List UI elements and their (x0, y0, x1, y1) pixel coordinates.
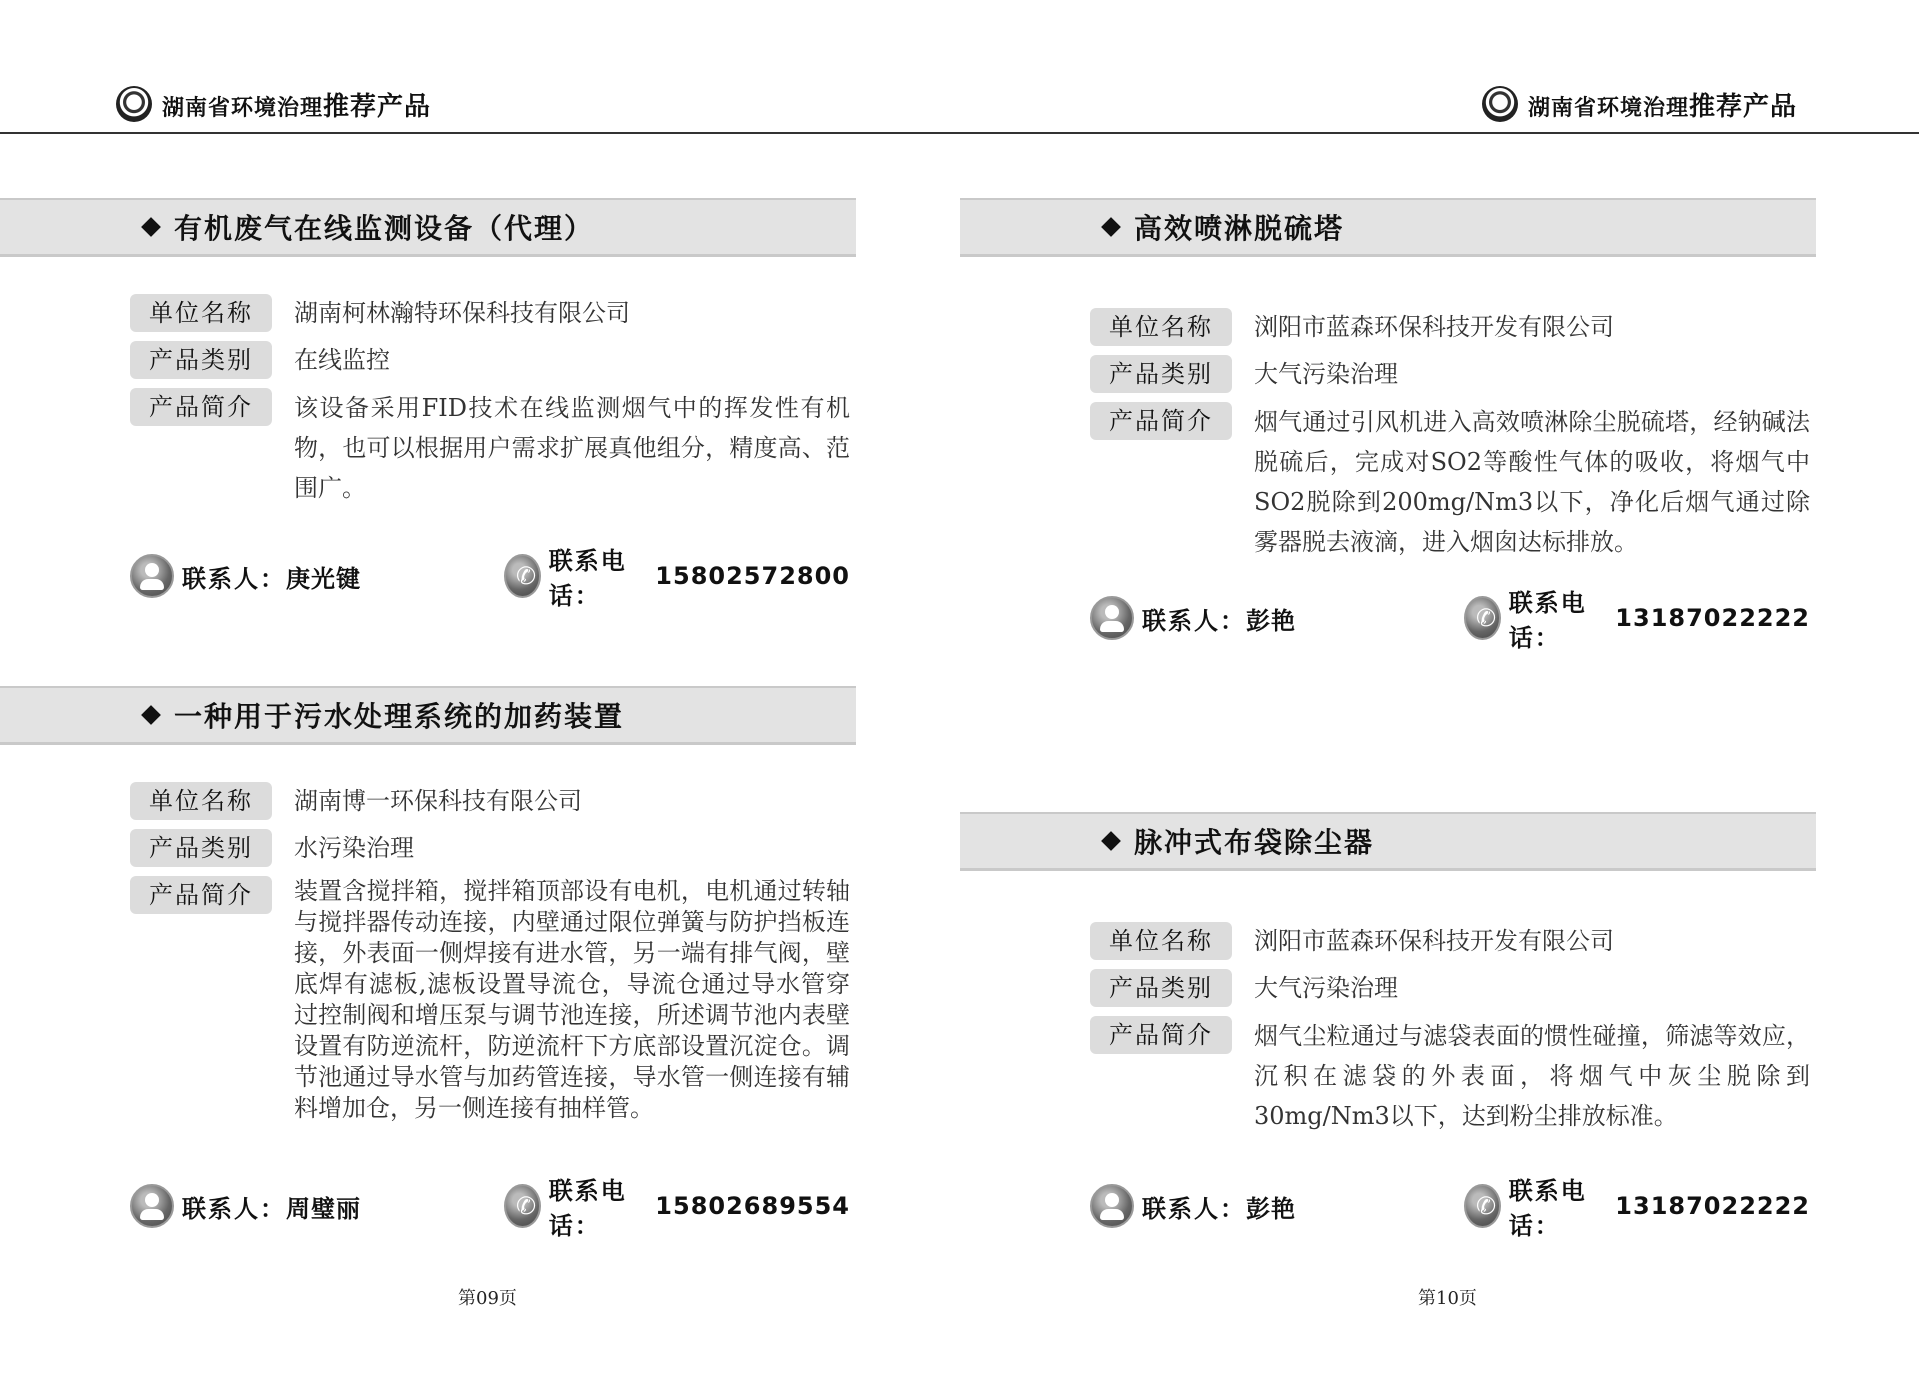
phone-icon (504, 1184, 541, 1228)
contact-phone (504, 547, 850, 610)
contact-person (1090, 596, 1296, 640)
unit-row (130, 294, 850, 332)
product-title-bar (0, 198, 856, 257)
intro-label: 产品简介 (1090, 1016, 1232, 1054)
category-label: 产品类别 (1090, 969, 1232, 1007)
product-card (0, 198, 856, 610)
contact-row (1090, 589, 1810, 652)
contact-phone-label: 联系电话： (548, 1177, 627, 1240)
contact-row (1090, 1177, 1810, 1240)
unit-label: 单位名称 (130, 294, 272, 332)
category-label: 产品类别 (130, 341, 272, 379)
person-icon (130, 1184, 174, 1228)
unit-label: 单位名称 (1090, 308, 1232, 346)
contact-row (130, 547, 850, 610)
contact-phone (1464, 1177, 1810, 1240)
unit-row (1090, 922, 1810, 960)
unit-value: 浏阳市蓝森环保科技开发有限公司 (1254, 313, 1614, 341)
contact-person-value: 彭艳 (1246, 1194, 1296, 1223)
contact-row (130, 1177, 850, 1240)
category-row (1090, 969, 1810, 1007)
contact-person-label: 联系人： (1142, 606, 1246, 635)
contact-phone-label: 联系电话： (1508, 1177, 1587, 1240)
diamond-bullet-icon (1101, 831, 1121, 851)
unit-value: 湖南博一环保科技有限公司 (294, 787, 582, 815)
page-header (1482, 84, 1797, 124)
product-fields (130, 782, 850, 1133)
phone-icon (504, 554, 541, 598)
unit-label: 单位名称 (130, 782, 272, 820)
contact-person-label: 联系人： (182, 1194, 286, 1223)
right-page (960, 0, 1919, 1382)
product-card (960, 812, 1816, 1240)
contact-phone-value: 13187022222 (1615, 604, 1810, 632)
contact-phone-value: 15802572800 (655, 562, 850, 590)
product-card (0, 686, 856, 1240)
unit-row (130, 782, 850, 820)
diamond-bullet-icon (141, 705, 161, 725)
intro-row (130, 388, 850, 508)
contact-phone-label: 联系电话： (548, 547, 627, 610)
contact-person (130, 1184, 361, 1228)
category-row (130, 829, 850, 867)
intro-value: 烟气尘粒通过与滤袋表面的惯性碰撞，筛滤等效应，沉积在滤袋的外表面，将烟气中灰尘脱除到30mg/Nm3以下，达到粉尘排放标准。 (1254, 1022, 1810, 1130)
unit-label: 单位名称 (1090, 922, 1232, 960)
page-header (116, 84, 431, 124)
product-title: 脉冲式布袋除尘器 (1134, 826, 1375, 859)
contact-phone (504, 1177, 850, 1240)
product-card (960, 198, 1816, 652)
header-rule (0, 132, 960, 134)
product-title: 高效喷淋脱硫塔 (1134, 212, 1345, 245)
contact-person-value: 彭艳 (1246, 606, 1296, 635)
contact-phone-label: 联系电话： (1508, 589, 1587, 652)
contact-person-value: 周璧丽 (286, 1194, 361, 1223)
intro-value: 装置含搅拌箱，搅拌箱顶部设有电机，电机通过转轴与搅拌器传动连接，内壁通过限位弹簧与防护挡板连接，外表面一侧焊接有进水管，另一端有排气阀，壁底焊有滤板,滤板设置导流仓，导流仓通过导水管穿过控制阀和增压泵与调节池连接，所述调节池内表壁设置有防逆流杆，防逆流杆下方底部设置沉淀仓。调节池通过导水管与加药管连接，导水管一侧连接有辅料增加仓，另一侧连接有抽样管。 (294, 877, 850, 1122)
phone-icon (1464, 596, 1501, 640)
intro-label: 产品简介 (1090, 402, 1232, 440)
intro-value: 该设备采用FID技术在线监测烟气中的挥发性有机物，也可以根据用户需求扩展真他组分，精度高、范围广。 (294, 394, 850, 502)
contact-person-label: 联系人： (1142, 1194, 1246, 1223)
header-rule (960, 132, 1919, 134)
contact-phone-value: 13187022222 (1615, 1192, 1810, 1220)
leaf-emblem-icon (1482, 86, 1518, 122)
category-row (1090, 355, 1810, 393)
product-title-bar (960, 198, 1816, 257)
category-value: 大气污染治理 (1254, 974, 1398, 1002)
header-title: 湖南省环境治理推荐产品 (162, 91, 432, 122)
leaf-emblem-icon (116, 86, 152, 122)
product-title: 一种用于污水处理系统的加药装置 (174, 700, 625, 733)
person-icon (1090, 596, 1134, 640)
intro-row (1090, 402, 1810, 562)
diamond-bullet-icon (141, 217, 161, 237)
phone-icon (1464, 1184, 1501, 1228)
product-title-bar (960, 812, 1816, 871)
product-fields (1090, 308, 1810, 571)
contact-phone (1464, 589, 1810, 652)
category-label: 产品类别 (1090, 355, 1232, 393)
unit-row (1090, 308, 1810, 346)
person-icon (1090, 1184, 1134, 1228)
unit-value: 浏阳市蓝森环保科技开发有限公司 (1254, 927, 1614, 955)
category-label: 产品类别 (130, 829, 272, 867)
contact-person (130, 554, 361, 598)
contact-person-label: 联系人： (182, 564, 286, 593)
intro-row (1090, 1016, 1810, 1136)
intro-label: 产品简介 (130, 876, 272, 914)
header-title: 湖南省环境治理推荐产品 (1528, 91, 1798, 122)
category-row (130, 341, 850, 379)
product-title-bar (0, 686, 856, 745)
category-value: 水污染治理 (294, 834, 414, 862)
intro-row (130, 876, 850, 1124)
page-number: 第09页 (458, 1288, 517, 1309)
diamond-bullet-icon (1101, 217, 1121, 237)
unit-value: 湖南柯林瀚特环保科技有限公司 (294, 299, 630, 327)
intro-label: 产品简介 (130, 388, 272, 426)
category-value: 大气污染治理 (1254, 360, 1398, 388)
contact-person-value: 庚光键 (286, 564, 361, 593)
contact-phone-value: 15802689554 (655, 1192, 850, 1220)
intro-value: 烟气通过引风机进入高效喷淋除尘脱硫塔，经钠碱法脱硫后，完成对SO2等酸性气体的吸收，将烟气中SO2脱除到200mg/Nm3以下，净化后烟气通过除雾器脱去液滴，进入烟囱达标排放。 (1254, 408, 1810, 556)
person-icon (130, 554, 174, 598)
product-fields (130, 294, 850, 517)
contact-person (1090, 1184, 1296, 1228)
category-value: 在线监控 (294, 346, 390, 374)
product-title: 有机废气在线监测设备（代理） (174, 212, 595, 245)
product-fields (1090, 922, 1810, 1145)
page-number: 第10页 (1418, 1288, 1477, 1309)
